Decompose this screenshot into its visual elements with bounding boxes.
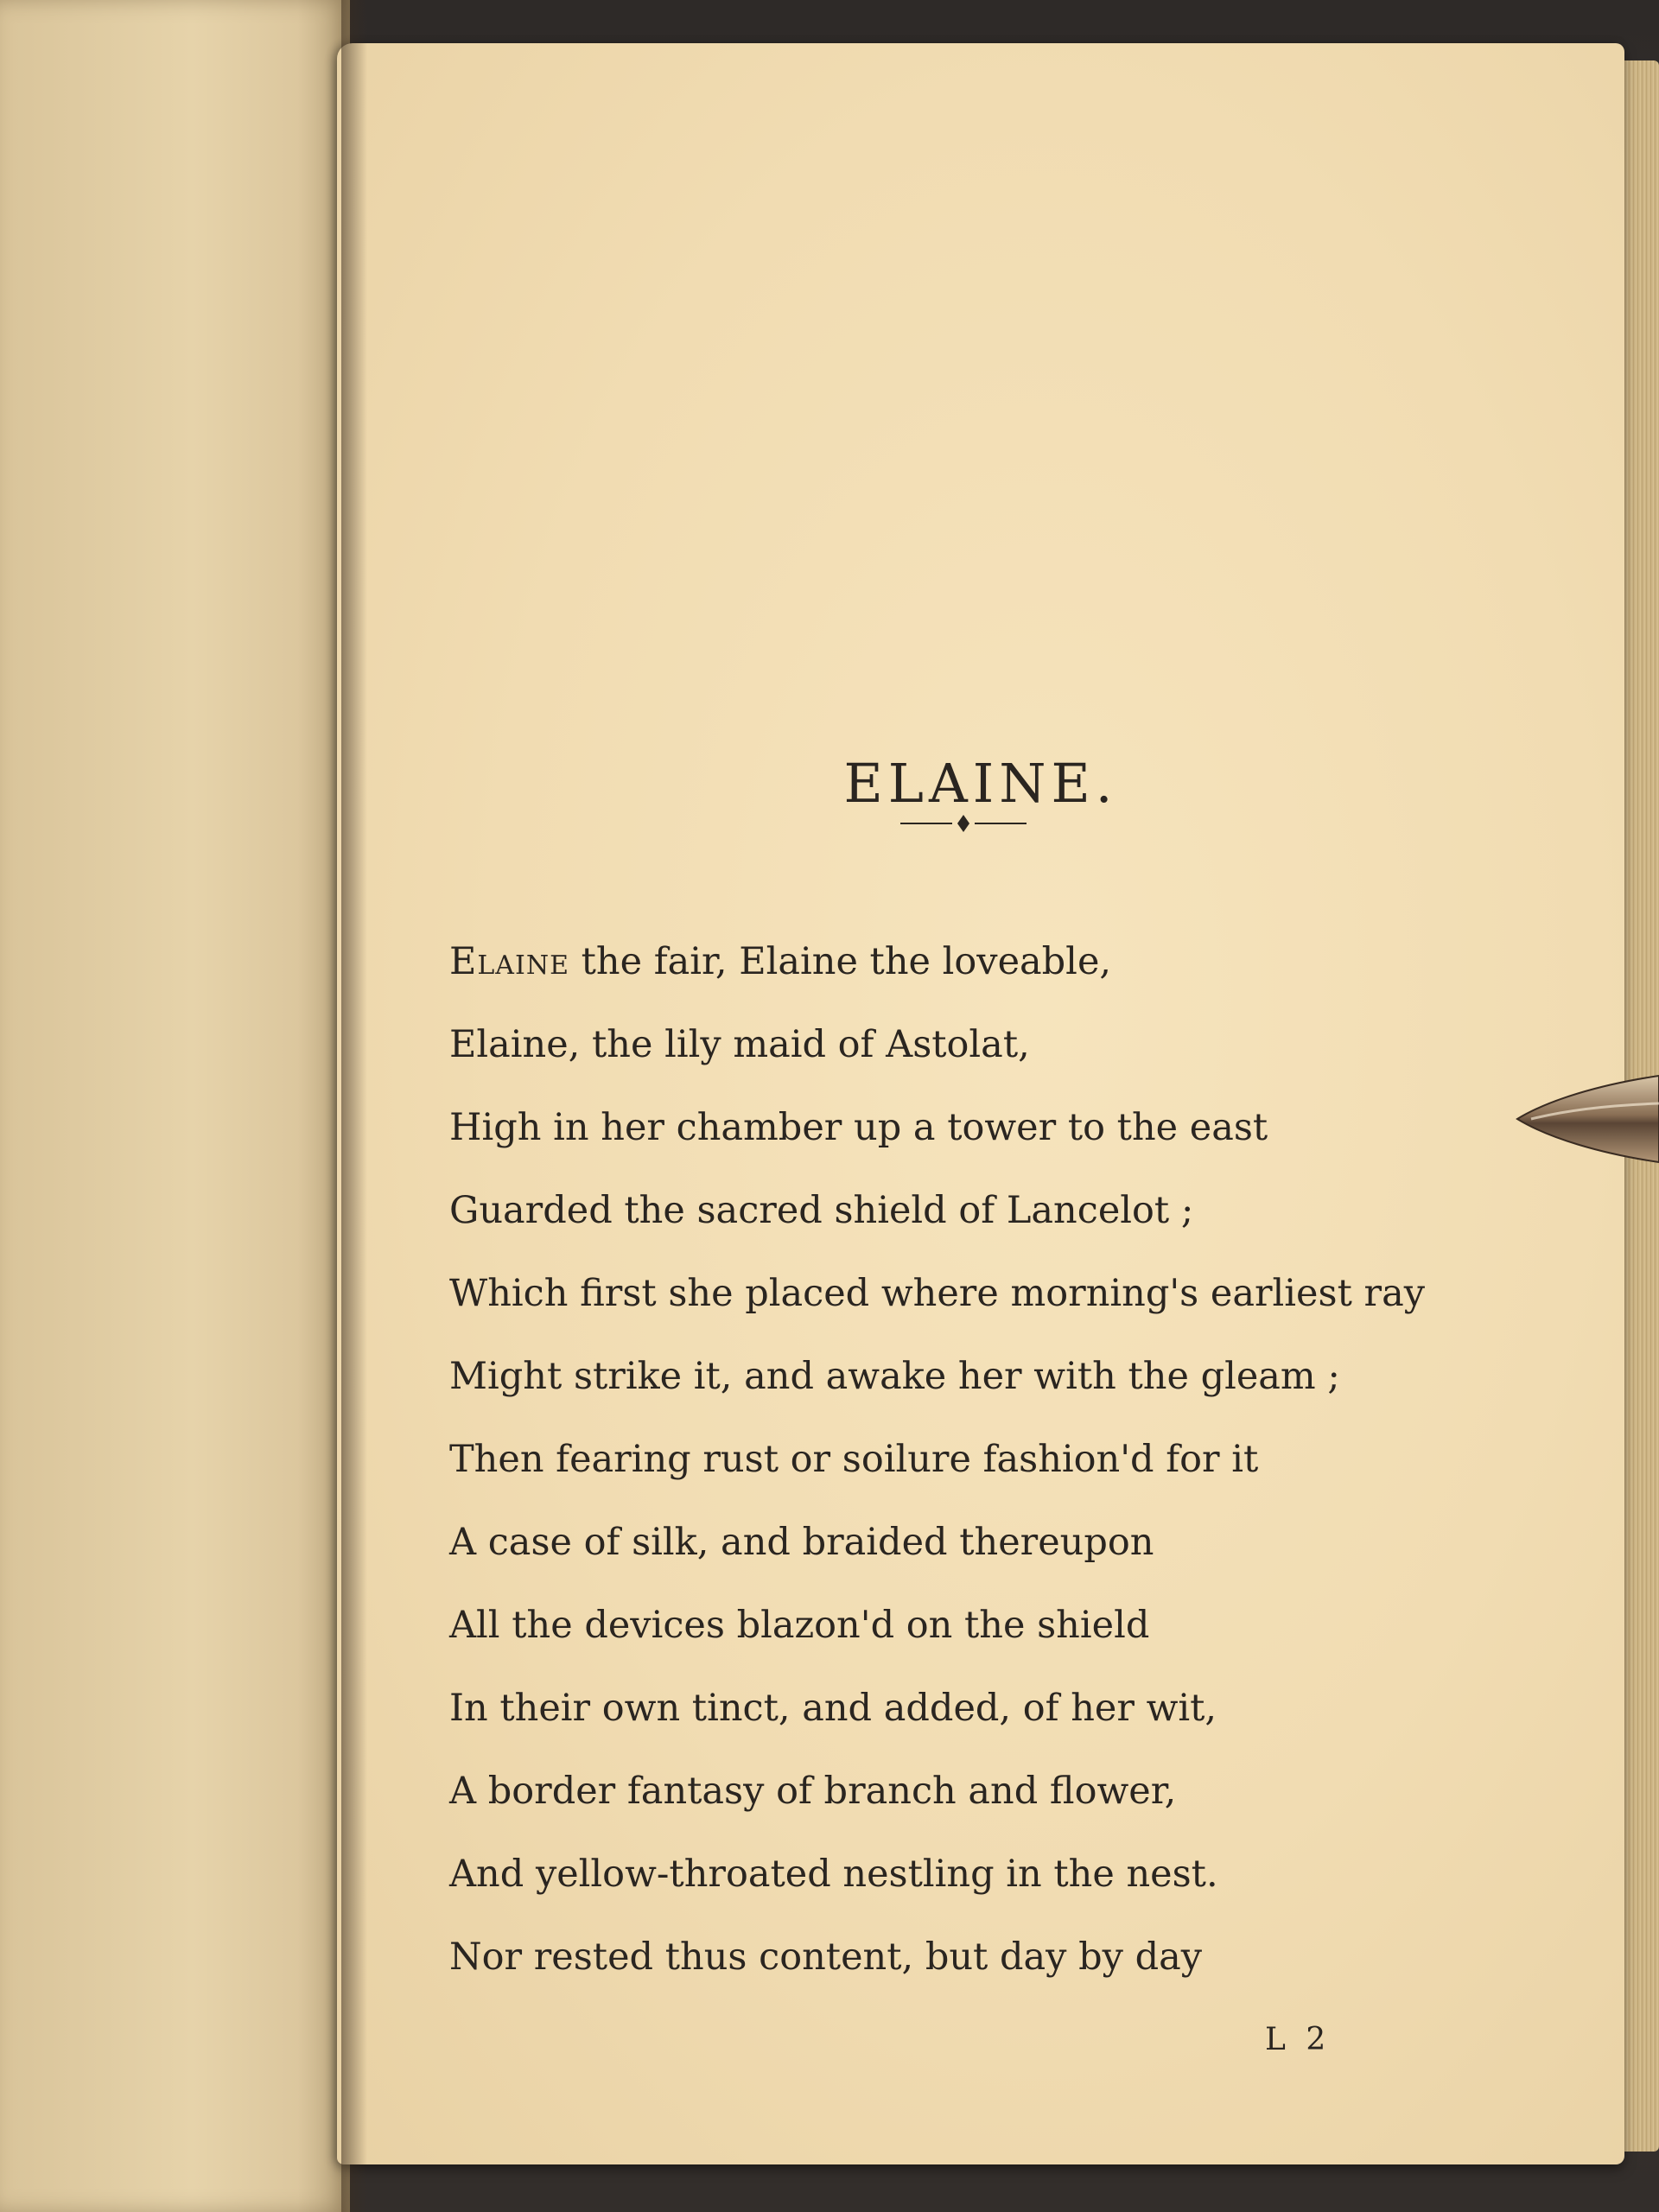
right-page xyxy=(337,43,1624,2164)
opening-word: Elaine xyxy=(449,940,569,983)
poem-title: ELAINE. xyxy=(843,752,1118,815)
poem-line-5: Which first she placed where morning's earliest ray xyxy=(449,1272,1426,1315)
poem-line-9: All the devices blazon'd on the shield xyxy=(449,1604,1150,1647)
gutter-shadow xyxy=(341,0,367,2212)
left-page xyxy=(0,0,350,2212)
poem-line-1 xyxy=(449,920,1573,1003)
poem-line-7: Then fearing rust or soilure fashion'd for it xyxy=(449,1438,1259,1481)
signature-mark: L 2 xyxy=(1265,2022,1332,2057)
poem-line-8: A case of silk, and braided thereupon xyxy=(449,1521,1154,1564)
bookmark-pointer-icon xyxy=(1514,1067,1659,1171)
poem-line-12: And yellow-throated nestling in the nest. xyxy=(449,1853,1218,1896)
poem-line-6: Might strike it, and awake her with the gleam ; xyxy=(449,1355,1340,1398)
poem-lines xyxy=(449,920,1573,1999)
poem-line-2: Elaine, the lily maid of Astolat, xyxy=(449,1023,1030,1066)
poem-line-13: Nor rested thus content, but day by day xyxy=(449,1936,1203,1979)
poem-line-10: In their own tinct, and added, of her wit, xyxy=(449,1687,1217,1730)
first-line-rest: the fair, Elaine the loveable, xyxy=(569,940,1112,983)
poem-line-11: A border fantasy of branch and flower, xyxy=(449,1770,1177,1813)
title-ornament-icon xyxy=(899,810,1028,836)
poem-line-4: Guarded the sacred shield of Lancelot ; xyxy=(449,1189,1194,1232)
poem-line-3: High in her chamber up a tower to the east xyxy=(449,1106,1268,1149)
